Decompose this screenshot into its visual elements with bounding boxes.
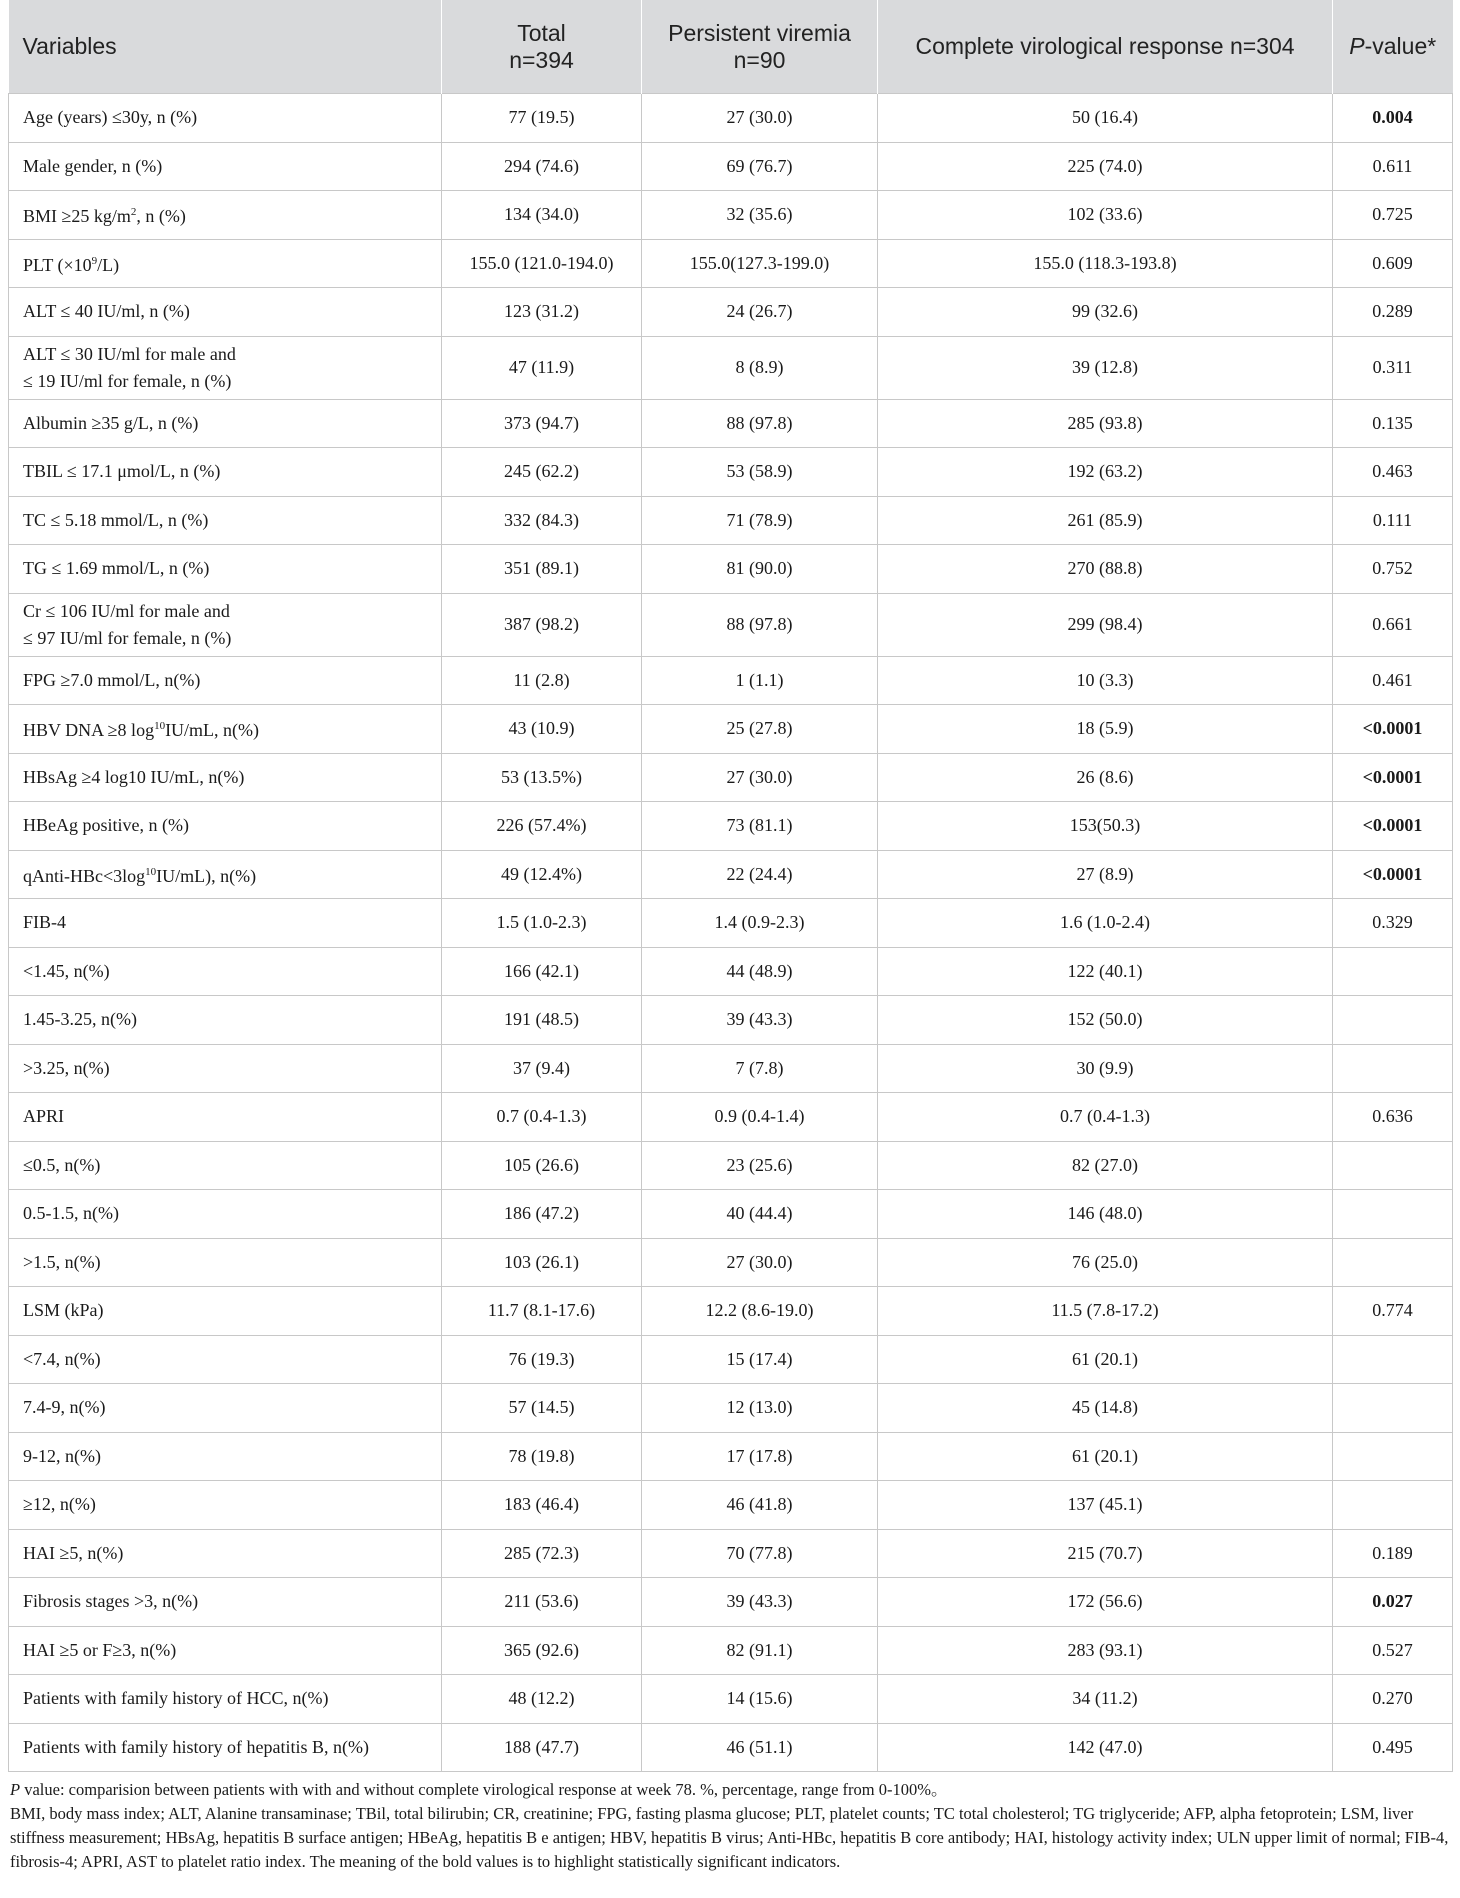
p-value-cell: 0.495: [1333, 1723, 1453, 1772]
persistent-viremia-cell: 0.9 (0.4-1.4): [642, 1093, 878, 1142]
total-cell: 226 (57.4%): [442, 802, 642, 851]
total-cell: 53 (13.5%): [442, 753, 642, 802]
total-cell: 11.7 (8.1-17.6): [442, 1287, 642, 1336]
variable-label: <1.45, n(%): [23, 960, 110, 981]
complete-response-cell: 152 (50.0): [878, 996, 1333, 1045]
table-row: [9, 1432, 1453, 1481]
p-value-cell: [1333, 1044, 1453, 1093]
persistent-viremia-cell: 17 (17.8): [642, 1432, 878, 1481]
variable-cell: [9, 1093, 442, 1142]
footnote-line-1: [10, 1778, 1454, 1802]
total-cell: 47 (11.9): [442, 336, 642, 399]
total-cell: 332 (84.3): [442, 496, 642, 545]
variable-label: PLT (×10: [23, 254, 92, 275]
table-footnote: [8, 1772, 1456, 1874]
table-row: [9, 753, 1453, 802]
complete-response-cell: 1.6 (1.0-2.4): [878, 899, 1333, 948]
persistent-viremia-cell: 12 (13.0): [642, 1384, 878, 1433]
header-complete-response: Complete virological response n=304: [878, 0, 1333, 94]
persistent-viremia-cell: 88 (97.8): [642, 399, 878, 448]
variable-label: Cr ≤ 106 IU/ml for male and: [23, 600, 230, 621]
persistent-viremia-cell: 14 (15.6): [642, 1675, 878, 1724]
table-row: [9, 899, 1453, 948]
p-value-cell: 0.774: [1333, 1287, 1453, 1336]
persistent-viremia-cell: 81 (90.0): [642, 545, 878, 594]
header-total-n: n=394: [509, 46, 574, 73]
table-row: [9, 656, 1453, 705]
variable-cell: [9, 1238, 442, 1287]
total-cell: 78 (19.8): [442, 1432, 642, 1481]
variable-label: Age (years) ≤30y, n (%): [23, 107, 198, 128]
table-row: [9, 448, 1453, 497]
p-value-cell: 0.329: [1333, 899, 1453, 948]
variable-cell: [9, 705, 442, 754]
complete-response-cell: 261 (85.9): [878, 496, 1333, 545]
persistent-viremia-cell: 23 (25.6): [642, 1141, 878, 1190]
variable-cell: [9, 1044, 442, 1093]
variable-superscript: 2: [130, 206, 137, 219]
complete-response-cell: 34 (11.2): [878, 1675, 1333, 1724]
variable-label: HAI ≥5, n(%): [23, 1542, 124, 1563]
total-cell: 1.5 (1.0-2.3): [442, 899, 642, 948]
complete-response-cell: 122 (40.1): [878, 947, 1333, 996]
persistent-viremia-cell: 27 (30.0): [642, 94, 878, 143]
variable-label: TG ≤ 1.69 mmol/L, n (%): [23, 558, 210, 579]
variable-cell: [9, 336, 442, 399]
complete-response-cell: 11.5 (7.8-17.2): [878, 1287, 1333, 1336]
variable-cell: [9, 496, 442, 545]
footnote-p-italic: P: [10, 1780, 21, 1799]
total-cell: 373 (94.7): [442, 399, 642, 448]
total-cell: 76 (19.3): [442, 1335, 642, 1384]
variable-cell: [9, 1384, 442, 1433]
variable-label: <7.4, n(%): [23, 1348, 101, 1369]
variable-cell: [9, 1432, 442, 1481]
persistent-viremia-cell: 39 (43.3): [642, 1578, 878, 1627]
header-p-italic: P: [1349, 33, 1365, 59]
complete-response-cell: 155.0 (118.3-193.8): [878, 239, 1333, 288]
total-cell: 351 (89.1): [442, 545, 642, 594]
p-value-cell: 0.461: [1333, 656, 1453, 705]
persistent-viremia-cell: 70 (77.8): [642, 1529, 878, 1578]
p-value-cell: <0.0001: [1333, 802, 1453, 851]
persistent-viremia-cell: 1.4 (0.9-2.3): [642, 899, 878, 948]
persistent-viremia-cell: 15 (17.4): [642, 1335, 878, 1384]
table-row: [9, 802, 1453, 851]
persistent-viremia-cell: 53 (58.9): [642, 448, 878, 497]
variable-label: HBV DNA ≥8 log: [23, 720, 155, 741]
variable-label: HBsAg ≥4 log10 IU/mL, n(%): [23, 766, 245, 787]
header-row: [9, 0, 1453, 94]
variable-label: Male gender, n (%): [23, 155, 163, 176]
total-cell: 155.0 (121.0-194.0): [442, 239, 642, 288]
total-cell: 134 (34.0): [442, 191, 642, 240]
variable-label-suffix: IU/mL, n(%): [165, 720, 260, 741]
variable-cell: [9, 1141, 442, 1190]
persistent-viremia-cell: 8 (8.9): [642, 336, 878, 399]
variable-cell: [9, 239, 442, 288]
complete-response-cell: 30 (9.9): [878, 1044, 1333, 1093]
p-value-cell: [1333, 1384, 1453, 1433]
total-cell: 365 (92.6): [442, 1626, 642, 1675]
p-value-cell: 0.661: [1333, 593, 1453, 656]
p-value-cell: [1333, 996, 1453, 1045]
persistent-viremia-cell: 73 (81.1): [642, 802, 878, 851]
total-cell: 211 (53.6): [442, 1578, 642, 1627]
variable-cell: [9, 288, 442, 337]
total-cell: 166 (42.1): [442, 947, 642, 996]
table-container: [8, 0, 1452, 1874]
variable-label: 7.4-9, n(%): [23, 1397, 106, 1418]
total-cell: 387 (98.2): [442, 593, 642, 656]
persistent-viremia-cell: 46 (51.1): [642, 1723, 878, 1772]
header-p-rest: -value*: [1364, 33, 1437, 59]
persistent-viremia-cell: 44 (48.9): [642, 947, 878, 996]
table-row: [9, 1190, 1453, 1239]
table-row: [9, 705, 1453, 754]
p-value-cell: [1333, 1190, 1453, 1239]
table-row: [9, 1093, 1453, 1142]
persistent-viremia-cell: 46 (41.8): [642, 1481, 878, 1530]
complete-response-cell: 0.7 (0.4-1.3): [878, 1093, 1333, 1142]
variable-cell: [9, 1723, 442, 1772]
variable-label: Albumin ≥35 g/L, n (%): [23, 412, 199, 433]
variable-label: ALT ≤ 40 IU/ml, n (%): [23, 301, 190, 322]
variable-label: HAI ≥5 or F≥3, n(%): [23, 1639, 177, 1660]
variable-label: >3.25, n(%): [23, 1057, 110, 1078]
table-row: [9, 142, 1453, 191]
table-row: [9, 1723, 1453, 1772]
complete-response-cell: 299 (98.4): [878, 593, 1333, 656]
variable-label-suffix: IU/mL), n(%): [156, 865, 257, 886]
total-cell: 11 (2.8): [442, 656, 642, 705]
complete-response-cell: 27 (8.9): [878, 850, 1333, 899]
table-row: [9, 239, 1453, 288]
variable-cell: [9, 399, 442, 448]
complete-response-cell: 76 (25.0): [878, 1238, 1333, 1287]
variable-superscript: 10: [154, 720, 166, 733]
footnote-line-1-text: value: comparision between patients with with and without complete virological response at week 78. %, percentage, range from 0-100%。: [20, 1780, 948, 1799]
variable-label: TBIL ≤ 17.1 μmol/L, n (%): [23, 461, 221, 482]
data-table: [8, 0, 1453, 1772]
table-row: [9, 1675, 1453, 1724]
variable-cell: [9, 996, 442, 1045]
p-value-cell: [1333, 1141, 1453, 1190]
variable-label: 1.45-3.25, n(%): [23, 1009, 137, 1030]
complete-response-cell: 146 (48.0): [878, 1190, 1333, 1239]
persistent-viremia-cell: 40 (44.4): [642, 1190, 878, 1239]
total-cell: 49 (12.4%): [442, 850, 642, 899]
table-row: [9, 850, 1453, 899]
total-cell: 186 (47.2): [442, 1190, 642, 1239]
complete-response-cell: 82 (27.0): [878, 1141, 1333, 1190]
p-value-cell: <0.0001: [1333, 705, 1453, 754]
complete-response-cell: 285 (93.8): [878, 399, 1333, 448]
header-persistent-n: n=90: [733, 46, 786, 73]
table-row: [9, 1384, 1453, 1433]
complete-response-cell: 137 (45.1): [878, 1481, 1333, 1530]
complete-response-cell: 18 (5.9): [878, 705, 1333, 754]
complete-response-cell: 10 (3.3): [878, 656, 1333, 705]
table-row: [9, 947, 1453, 996]
footnote-line-2: BMI, body mass index; ALT, Alanine transaminase; TBil, total bilirubin; CR, creatinine; FPG, fasting plasma glucose; PLT, platelet counts; TC total cholesterol; TG triglyceride; AFP, alpha fetoprotein; LSM, liver stiffness measurement; HBsAg, hepatitis B surface antigen; HBeAg, hepatitis B e antigen; HBV, hepatitis B virus; Anti-HBc, hepatitis B core antibody; HAI, histology activity index; ULN upper limit of normal; FIB-4, fibrosis-4; APRI, AST to platelet ratio index. The meaning of the bold values is to highlight statistically significant indicators.: [10, 1804, 1449, 1871]
total-cell: 77 (19.5): [442, 94, 642, 143]
table-row: [9, 1529, 1453, 1578]
persistent-viremia-cell: 32 (35.6): [642, 191, 878, 240]
p-value-cell: 0.752: [1333, 545, 1453, 594]
persistent-viremia-cell: 22 (24.4): [642, 850, 878, 899]
persistent-viremia-cell: 39 (43.3): [642, 996, 878, 1045]
variable-label: 9-12, n(%): [23, 1445, 101, 1466]
table-row: [9, 1287, 1453, 1336]
complete-response-cell: 50 (16.4): [878, 94, 1333, 143]
variable-cell: [9, 142, 442, 191]
variable-label: HBeAg positive, n (%): [23, 815, 189, 836]
variable-label: TC ≤ 5.18 mmol/L, n (%): [23, 509, 209, 530]
persistent-viremia-cell: 7 (7.8): [642, 1044, 878, 1093]
total-cell: 103 (26.1): [442, 1238, 642, 1287]
p-value-cell: 0.135: [1333, 399, 1453, 448]
table-row: [9, 1626, 1453, 1675]
total-cell: 183 (46.4): [442, 1481, 642, 1530]
header-total: [442, 0, 642, 94]
variable-label: BMI ≥25 kg/m: [23, 206, 131, 227]
persistent-viremia-cell: 24 (26.7): [642, 288, 878, 337]
total-cell: 57 (14.5): [442, 1384, 642, 1433]
p-value-cell: <0.0001: [1333, 753, 1453, 802]
total-cell: 0.7 (0.4-1.3): [442, 1093, 642, 1142]
variable-cell: [9, 1529, 442, 1578]
total-cell: 188 (47.7): [442, 1723, 642, 1772]
header-persistent-viremia: [642, 0, 878, 94]
variable-cell: [9, 1287, 442, 1336]
variable-cell: [9, 1675, 442, 1724]
p-value-cell: [1333, 1432, 1453, 1481]
table-row: [9, 545, 1453, 594]
table-row: [9, 1578, 1453, 1627]
variable-cell: [9, 753, 442, 802]
variable-label: Patients with family history of hepatitis B, n(%): [23, 1736, 369, 1757]
variable-label: LSM (kPa): [23, 1300, 104, 1321]
total-cell: 245 (62.2): [442, 448, 642, 497]
variable-cell: [9, 1335, 442, 1384]
variable-cell: [9, 593, 442, 656]
p-value-cell: 0.463: [1333, 448, 1453, 497]
complete-response-cell: 45 (14.8): [878, 1384, 1333, 1433]
persistent-viremia-cell: 71 (78.9): [642, 496, 878, 545]
persistent-viremia-cell: 155.0(127.3-199.0): [642, 239, 878, 288]
table-row: [9, 1335, 1453, 1384]
variable-label-suffix: , n (%): [136, 206, 186, 227]
complete-response-cell: 102 (33.6): [878, 191, 1333, 240]
p-value-cell: 0.636: [1333, 1093, 1453, 1142]
p-value-cell: [1333, 1238, 1453, 1287]
persistent-viremia-cell: 25 (27.8): [642, 705, 878, 754]
p-value-cell: 0.189: [1333, 1529, 1453, 1578]
variable-cell: [9, 1626, 442, 1675]
p-value-cell: 0.270: [1333, 1675, 1453, 1724]
complete-response-cell: 99 (32.6): [878, 288, 1333, 337]
table-row: [9, 288, 1453, 337]
complete-response-cell: 225 (74.0): [878, 142, 1333, 191]
variable-superscript: 9: [91, 254, 98, 267]
variable-cell: [9, 448, 442, 497]
variable-cell: [9, 545, 442, 594]
persistent-viremia-cell: 27 (30.0): [642, 753, 878, 802]
complete-response-cell: 39 (12.8): [878, 336, 1333, 399]
persistent-viremia-cell: 88 (97.8): [642, 593, 878, 656]
header-p-value: [1333, 0, 1453, 94]
p-value-cell: [1333, 1335, 1453, 1384]
variable-label: 0.5-1.5, n(%): [23, 1203, 119, 1224]
table-row: [9, 496, 1453, 545]
variable-label: APRI: [23, 1106, 65, 1127]
p-value-cell: 0.027: [1333, 1578, 1453, 1627]
variable-cell: [9, 1190, 442, 1239]
total-cell: 48 (12.2): [442, 1675, 642, 1724]
p-value-cell: 0.311: [1333, 336, 1453, 399]
total-cell: 294 (74.6): [442, 142, 642, 191]
complete-response-cell: 192 (63.2): [878, 448, 1333, 497]
header-total-label: Total: [517, 19, 566, 46]
total-cell: 191 (48.5): [442, 996, 642, 1045]
total-cell: 37 (9.4): [442, 1044, 642, 1093]
p-value-cell: 0.725: [1333, 191, 1453, 240]
complete-response-cell: 61 (20.1): [878, 1432, 1333, 1481]
variable-label: FIB-4: [23, 912, 67, 933]
persistent-viremia-cell: 1 (1.1): [642, 656, 878, 705]
variable-label-suffix: /L): [97, 254, 120, 275]
complete-response-cell: 153(50.3): [878, 802, 1333, 851]
variable-label: Patients with family history of HCC, n(%): [23, 1688, 329, 1709]
header-persistent-label: Persistent viremia: [668, 19, 851, 46]
header-variables: Variables: [9, 0, 442, 94]
variable-cell: [9, 947, 442, 996]
table-row: [9, 94, 1453, 143]
persistent-viremia-cell: 27 (30.0): [642, 1238, 878, 1287]
variable-cell: [9, 802, 442, 851]
variable-superscript: 10: [145, 865, 157, 878]
total-cell: 43 (10.9): [442, 705, 642, 754]
persistent-viremia-cell: 82 (91.1): [642, 1626, 878, 1675]
table-row: [9, 191, 1453, 240]
variable-cell: [9, 1481, 442, 1530]
table-row: [9, 1238, 1453, 1287]
variable-label: qAnti-HBc<3log: [23, 865, 146, 886]
variable-cell: [9, 94, 442, 143]
variable-cell: [9, 1578, 442, 1627]
variable-cell: [9, 850, 442, 899]
total-cell: 123 (31.2): [442, 288, 642, 337]
table-row: [9, 399, 1453, 448]
variable-label: FPG ≥7.0 mmol/L, n(%): [23, 669, 201, 690]
variable-cell: [9, 191, 442, 240]
table-row: [9, 1481, 1453, 1530]
complete-response-cell: 172 (56.6): [878, 1578, 1333, 1627]
variable-cell: [9, 899, 442, 948]
p-value-cell: 0.527: [1333, 1626, 1453, 1675]
total-cell: 285 (72.3): [442, 1529, 642, 1578]
table-row: [9, 1044, 1453, 1093]
p-value-cell: [1333, 1481, 1453, 1530]
p-value-cell: 0.004: [1333, 94, 1453, 143]
variable-label-line-2: ≤ 19 IU/ml for female, n (%): [23, 370, 232, 391]
variable-label: ≤0.5, n(%): [23, 1154, 101, 1175]
complete-response-cell: 215 (70.7): [878, 1529, 1333, 1578]
complete-response-cell: 270 (88.8): [878, 545, 1333, 594]
p-value-cell: 0.611: [1333, 142, 1453, 191]
p-value-cell: 0.609: [1333, 239, 1453, 288]
complete-response-cell: 283 (93.1): [878, 1626, 1333, 1675]
complete-response-cell: 61 (20.1): [878, 1335, 1333, 1384]
complete-response-cell: 26 (8.6): [878, 753, 1333, 802]
variable-label: Fibrosis stages >3, n(%): [23, 1591, 199, 1612]
p-value-cell: [1333, 947, 1453, 996]
complete-response-cell: 142 (47.0): [878, 1723, 1333, 1772]
variable-label-line-2: ≤ 97 IU/ml for female, n (%): [23, 627, 232, 648]
persistent-viremia-cell: 12.2 (8.6-19.0): [642, 1287, 878, 1336]
variable-label: ALT ≤ 30 IU/ml for male and: [23, 343, 236, 364]
variable-label: >1.5, n(%): [23, 1251, 101, 1272]
variable-cell: [9, 656, 442, 705]
p-value-cell: <0.0001: [1333, 850, 1453, 899]
persistent-viremia-cell: 69 (76.7): [642, 142, 878, 191]
total-cell: 105 (26.6): [442, 1141, 642, 1190]
p-value-cell: 0.111: [1333, 496, 1453, 545]
table-row: [9, 996, 1453, 1045]
table-row: [9, 336, 1453, 399]
p-value-cell: 0.289: [1333, 288, 1453, 337]
table-row: [9, 593, 1453, 656]
variable-label: ≥12, n(%): [23, 1494, 96, 1515]
table-row: [9, 1141, 1453, 1190]
